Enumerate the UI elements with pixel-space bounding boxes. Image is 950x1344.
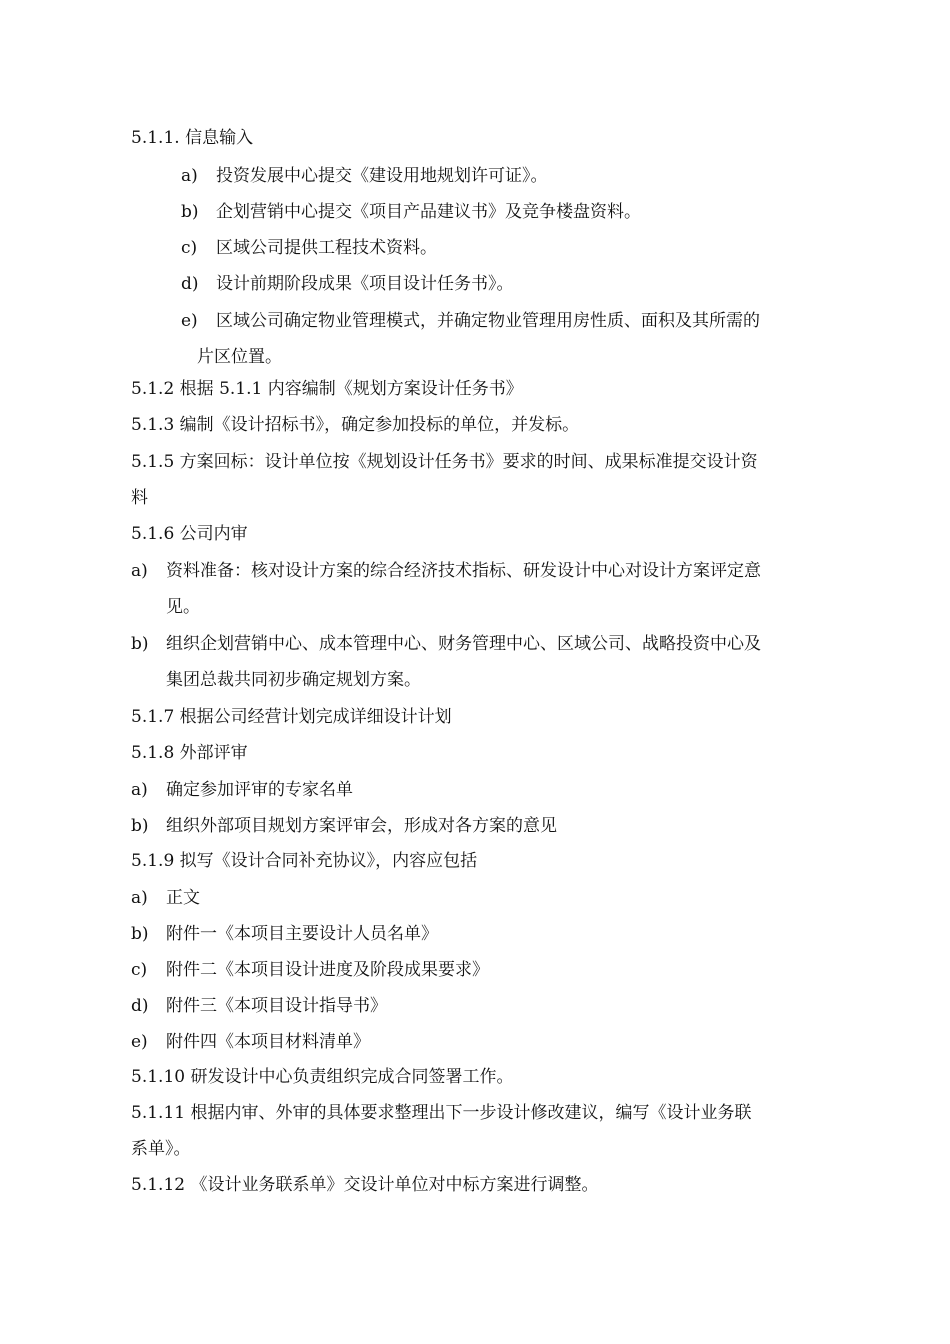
list-marker: b) <box>131 816 149 836</box>
list-item <box>181 266 846 302</box>
list-item-text-line1: 组织企划营销中心、成本管理中心、财务管理中心、区域公司、战略投资中心及 <box>166 634 761 654</box>
list-item-text: 确定参加评审的专家名单 <box>166 780 353 800</box>
list-item-text-line1: 资料准备：核对设计方案的综合经济技术指标、研发设计中心对设计方案评定意 <box>166 561 761 581</box>
list-marker: a) <box>131 780 148 800</box>
section-5-1-1-heading: 5.1.1. 信息输入 <box>131 128 254 148</box>
list-marker: c) <box>131 960 148 980</box>
list-marker: a) <box>131 888 148 908</box>
list-item-text: 附件三《本项目设计指导书》 <box>166 996 387 1016</box>
list-item-text: 区域公司提供工程技术资料。 <box>216 238 437 258</box>
list-item-text: 附件四《本项目材料清单》 <box>166 1032 370 1052</box>
section-5-1-8-heading: 5.1.8 外部评审 <box>131 743 248 763</box>
list-item-text-line2: 片区位置。 <box>197 347 282 367</box>
list-item-text: 投资发展中心提交《建设用地规划许可证》。 <box>216 166 548 186</box>
section-5-1-9-heading: 5.1.9 拟写《设计合同补充协议》，内容应包括 <box>131 851 478 871</box>
section-5-1-6-heading: 5.1.6 公司内审 <box>131 524 248 544</box>
list-item-text: 设计前期阶段成果《项目设计任务书》。 <box>216 274 514 294</box>
list-item <box>131 916 846 952</box>
list-marker: e) <box>131 1032 148 1052</box>
list-item-text: 附件一《本项目主要设计人员名单》 <box>166 924 438 944</box>
list-marker: d) <box>181 274 199 294</box>
list-item <box>181 158 846 194</box>
list-marker: e) <box>181 311 198 331</box>
list-item <box>181 194 846 230</box>
section-5-1-12: 5.1.12 《设计业务联系单》交设计单位对中标方案进行调整。 <box>131 1175 599 1195</box>
list-item-text-line1: 区域公司确定物业管理模式，并确定物业管理用房性质、面积及其所需的 <box>216 311 760 331</box>
list-item-text-line2: 集团总裁共同初步确定规划方案。 <box>166 670 421 690</box>
section-5-1-5-line1: 5.1.5 方案回标：设计单位按《规划设计任务书》要求的时间、成果标准提交设计资 <box>131 452 758 472</box>
list-marker: b) <box>131 634 149 654</box>
list-item-text-line2: 见。 <box>166 597 200 617</box>
list-item <box>131 1024 846 1060</box>
section-5-1-2: 5.1.2 根据 5.1.1 内容编制《规划方案设计任务书》 <box>131 379 523 399</box>
list-item-text: 企划营销中心提交《项目产品建议书》及竞争楼盘资料。 <box>216 202 641 222</box>
section-5-1-11-line1: 5.1.11 根据内审、外审的具体要求整理出下一步设计修改建议，编写《设计业务联 <box>131 1103 752 1123</box>
list-item <box>131 952 846 988</box>
list-item <box>131 772 846 808</box>
section-5-1-7: 5.1.7 根据公司经营计划完成详细设计计划 <box>131 707 452 727</box>
section-5-1-10: 5.1.10 研发设计中心负责组织完成合同签署工作。 <box>131 1067 514 1087</box>
list-item-text: 附件二《本项目设计进度及阶段成果要求》 <box>166 960 489 980</box>
list-item <box>181 230 846 266</box>
list-marker: a) <box>181 166 198 186</box>
list-item <box>131 988 846 1024</box>
list-item-text: 正文 <box>166 888 200 908</box>
list-marker: a) <box>131 561 148 581</box>
section-5-1-5-line2: 料 <box>131 488 148 508</box>
list-marker: c) <box>181 238 198 258</box>
list-item-text: 组织外部项目规划方案评审会，形成对各方案的意见 <box>166 816 557 836</box>
list-marker: b) <box>131 924 149 944</box>
list-item <box>181 303 846 375</box>
list-item <box>131 808 846 844</box>
section-5-1-11-line2: 系单》。 <box>131 1139 191 1159</box>
list-item <box>131 553 846 625</box>
section-5-1-3: 5.1.3 编制《设计招标书》，确定参加投标的单位，并发标。 <box>131 415 580 435</box>
list-marker: d) <box>131 996 149 1016</box>
list-item <box>131 880 846 916</box>
list-item <box>131 626 846 698</box>
list-marker: b) <box>181 202 199 222</box>
